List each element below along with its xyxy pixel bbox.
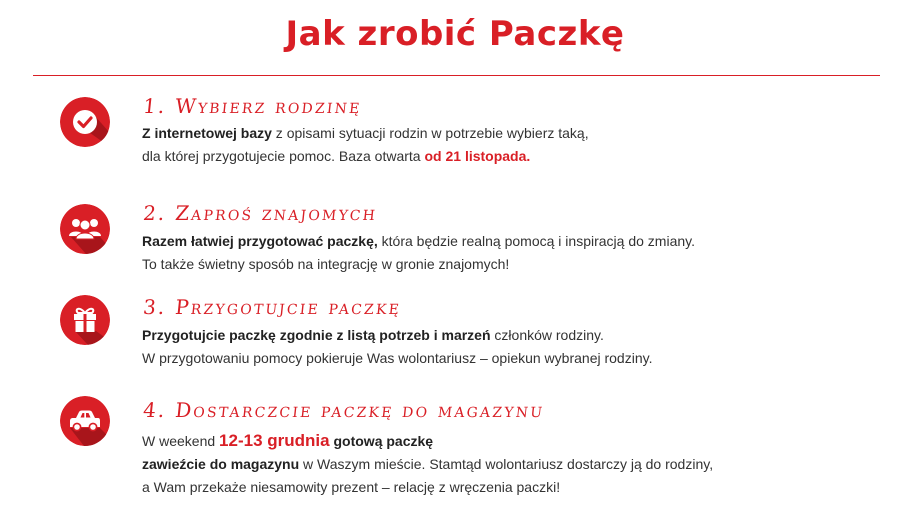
step-1-line-2	[142, 145, 882, 168]
step-1-text-a: z opisami sytuacji rodzin w potrzebie wybierz taką,	[271, 125, 589, 141]
step-4-text	[142, 429, 882, 499]
step-4-line-3	[142, 476, 882, 499]
gift-icon	[60, 295, 110, 345]
step-3-line-1	[142, 324, 882, 347]
car-icon	[60, 396, 110, 446]
step-1-line-1	[142, 122, 882, 145]
step-4-text-b: w Waszym mieście. Stamtąd wolontariusz dostarczy ją do rodziny,	[299, 456, 714, 472]
step-4-bold-a: gotową paczkę	[329, 433, 434, 449]
step-3-text-a: członków rodziny.	[490, 327, 604, 343]
step-4-text-c: a Wam przekaże niesamowity prezent – relację z wręczenia paczki!	[142, 479, 561, 495]
step-3-bold: Przygotujcie paczkę zgodnie z listą potrzeb i marzeń	[142, 327, 491, 343]
step-4-text-a: W weekend	[142, 433, 220, 449]
step-4-line-1	[142, 429, 882, 453]
step-2-line-2	[142, 253, 882, 276]
step-4-line-2	[142, 453, 882, 476]
step-1-text	[142, 122, 882, 168]
title-divider	[33, 75, 880, 76]
step-2-bold: Razem łatwiej przygotować paczkę,	[142, 233, 378, 249]
page-title: Jak zrobić Paczkę	[285, 14, 625, 54]
step-1-bold: Z internetowej bazy	[142, 125, 272, 141]
step-4-date-highlight: 12-13 grudnia	[219, 431, 330, 450]
step-3-heading: 3. Przygotujcie paczkę	[142, 295, 403, 319]
step-3-line-2	[142, 347, 882, 370]
step-2-text-a: która będzie realną pomocą i inspiracją do zmiany.	[377, 233, 695, 249]
step-4-heading: 4. Dostarczcie paczkę do magazynu	[142, 398, 546, 422]
step-2-text-b: To także świetny sposób na integrację w gronie znajomych!	[142, 256, 510, 272]
step-2-heading: 2. Zaproś znajomych	[142, 201, 379, 225]
checkmark-icon	[60, 97, 110, 147]
people-icon	[60, 204, 110, 254]
step-1-heading: 1. Wybierz rodzinę	[142, 94, 364, 118]
step-2-text	[142, 230, 882, 276]
step-3-text	[142, 324, 882, 370]
step-2-line-1	[142, 230, 882, 253]
step-4-bold-b: zawieźcie do magazynu	[142, 456, 300, 472]
step-3-text-b: W przygotowaniu pomocy pokieruje Was wolontariusz – opiekun wybranej rodziny.	[142, 350, 653, 366]
step-1-date-highlight: od 21 listopada.	[424, 148, 531, 164]
step-1-text-b: dla której przygotujecie pomoc. Baza otwarta	[142, 148, 425, 164]
